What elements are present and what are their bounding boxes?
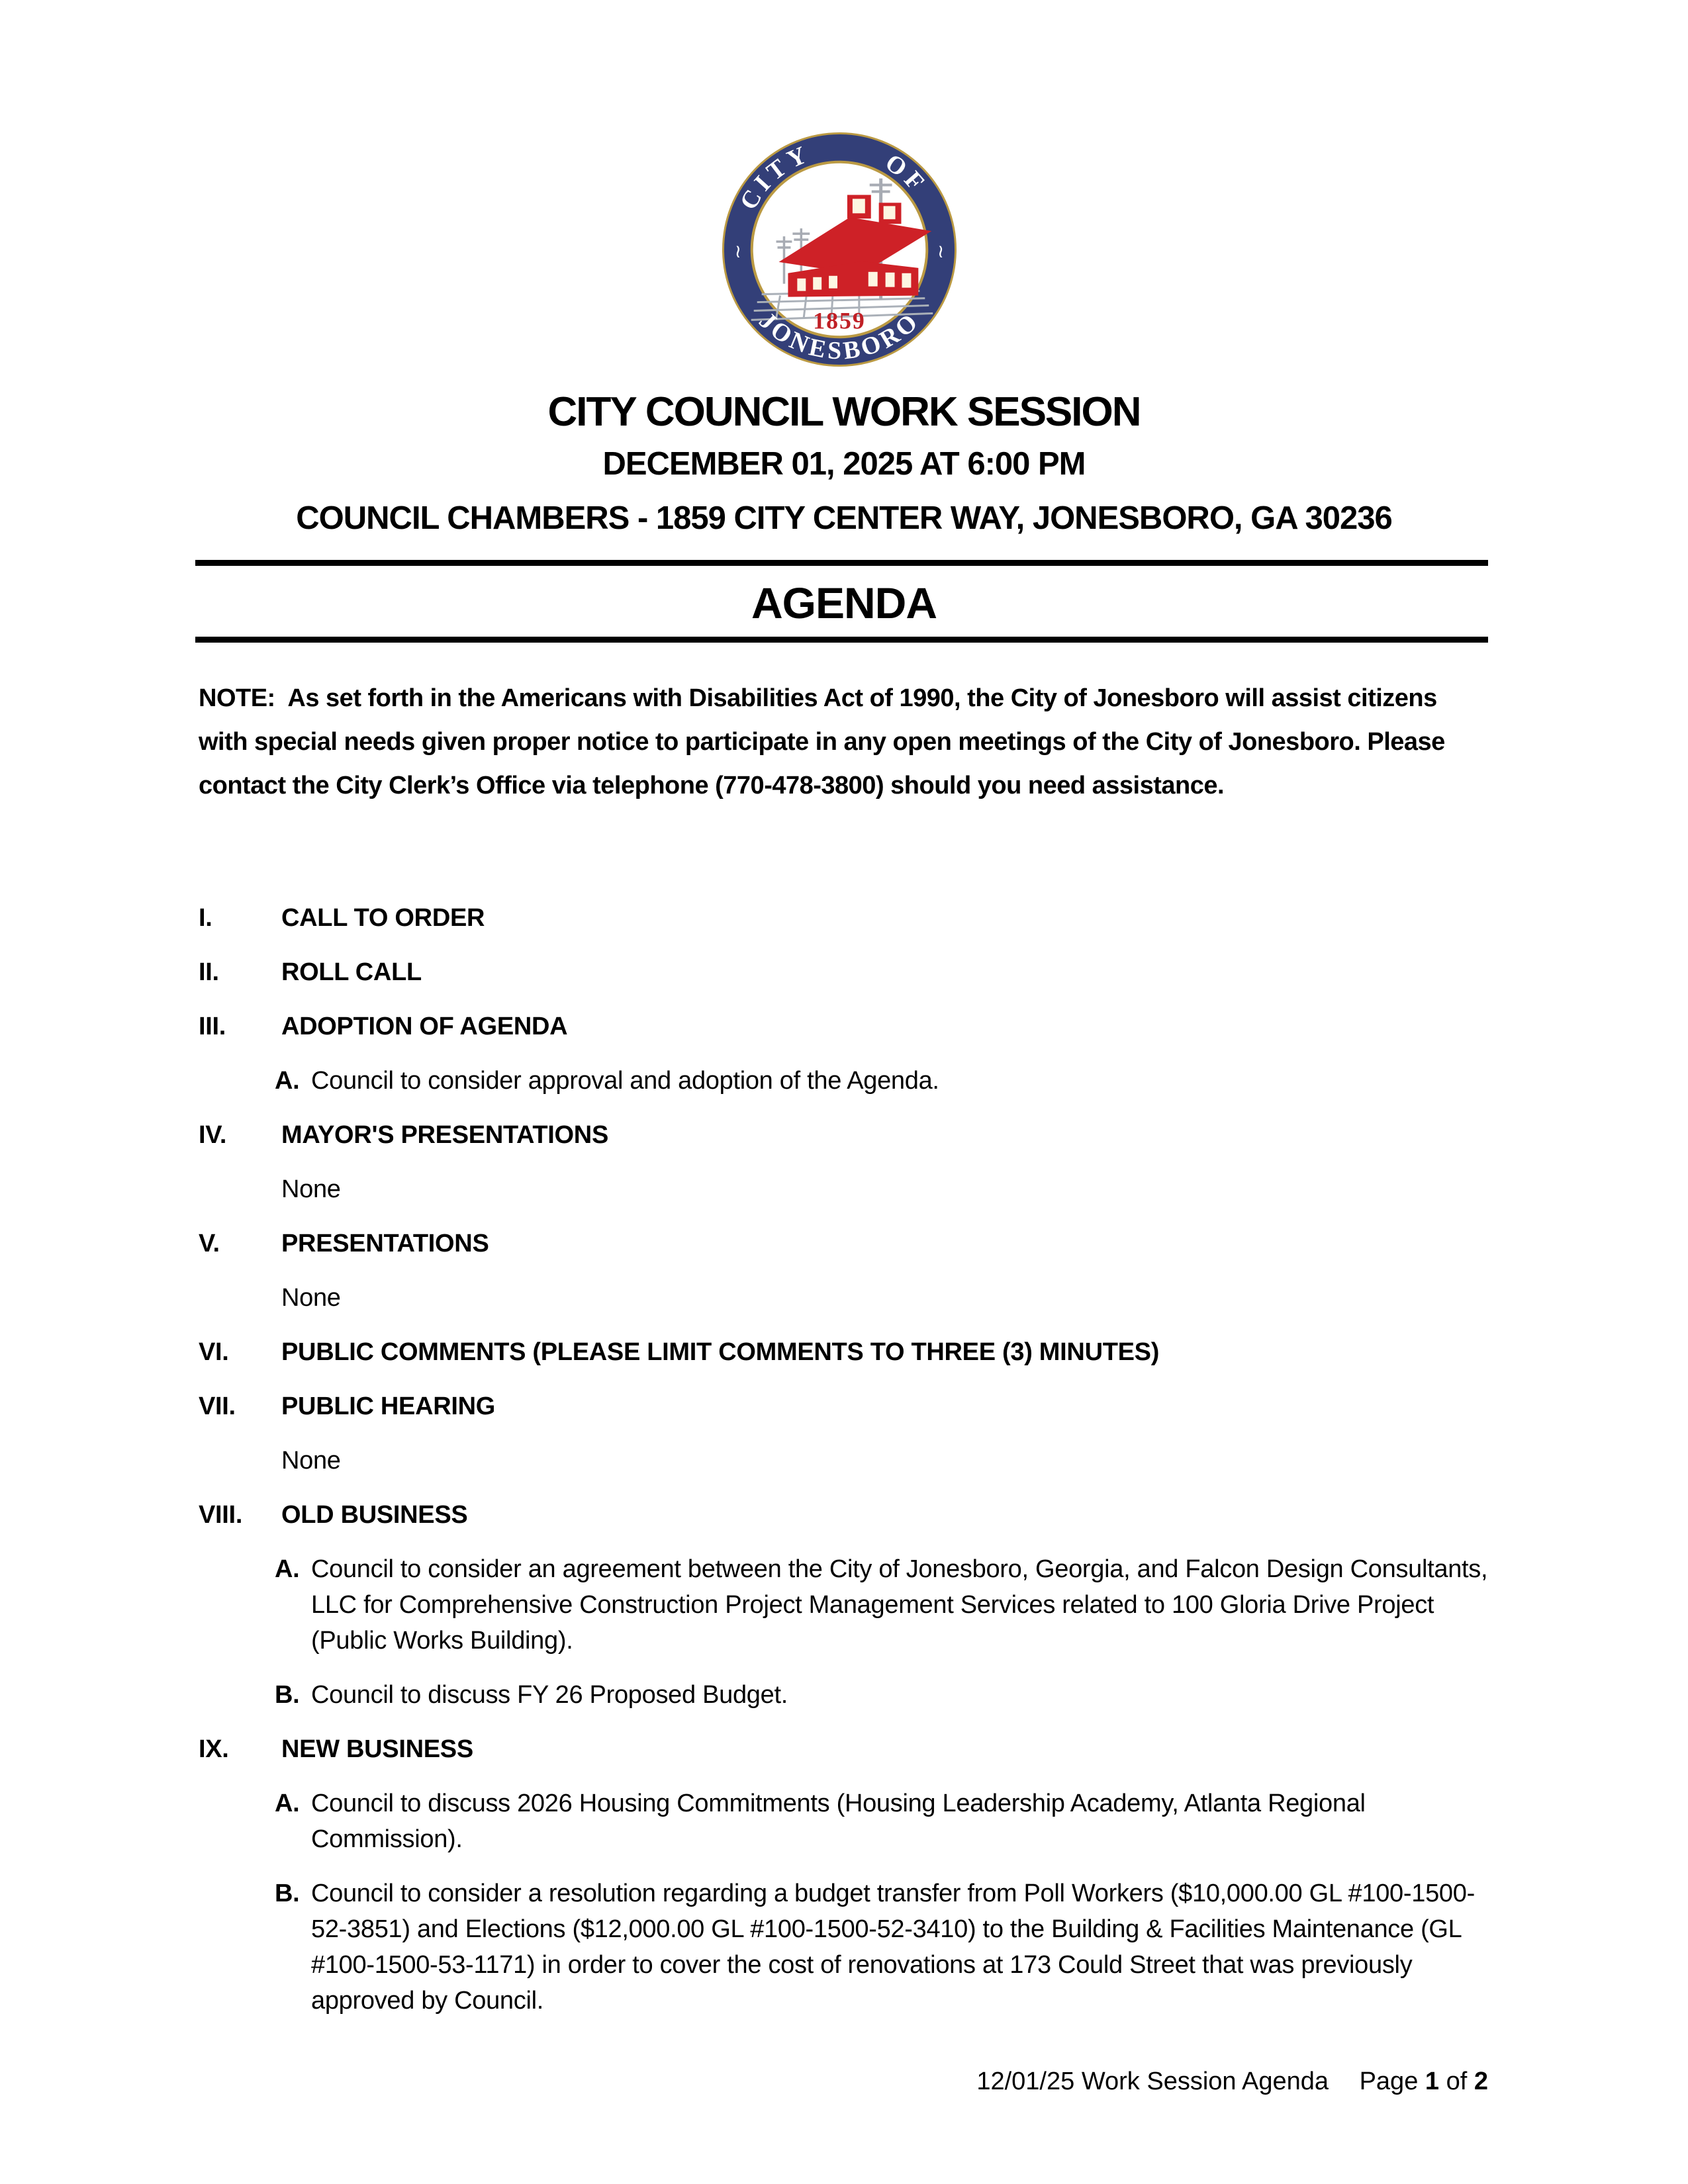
seal-arc-text-jonesboro: JONESBORO xyxy=(753,306,925,365)
footer-total-pages: 2 xyxy=(1474,2068,1488,2095)
subitem-text: Council to discuss FY 26 Proposed Budget. xyxy=(311,1681,788,1709)
item-numeral: IV. xyxy=(199,1121,227,1149)
agenda-item xyxy=(199,900,1488,936)
subitem-text: Council to consider a resolution regarding a budget transfer from Poll Workers ($10,000.00 GL #100-1500-52-3851) and Elections ($12,000.00 GL #100-1500-52-3410) to the Building & Facilities Maintenance (GL #100-1500-53-1171) in order to cover the cost of renovations at 173 Could Street that was previously approved by Council. xyxy=(311,1880,1475,2015)
item-title: OLD BUSINESS xyxy=(281,1501,468,1529)
document-header xyxy=(0,388,1688,545)
agenda-subitem xyxy=(275,1677,1488,1713)
item-title: ADOPTION OF AGENDA xyxy=(281,1013,568,1040)
agenda-item xyxy=(199,1731,1488,2019)
agenda-item xyxy=(199,1334,1488,1370)
subitem-letter: A. xyxy=(275,1067,300,1095)
page-footer xyxy=(976,2064,1488,2099)
item-title: CALL TO ORDER xyxy=(281,904,485,932)
horizontal-rule-top xyxy=(195,560,1488,566)
footer-page-indicator xyxy=(1360,2068,1488,2095)
footer-page-number: 1 xyxy=(1425,2068,1440,2095)
item-numeral: IX. xyxy=(199,1735,229,1763)
agenda-subitem xyxy=(275,1786,1488,1857)
agenda-subitem xyxy=(275,1551,1488,1659)
agenda-list xyxy=(199,900,1488,2037)
agenda-item xyxy=(199,1388,1488,1479)
item-title: ROLL CALL xyxy=(281,958,422,986)
item-numeral: VI. xyxy=(199,1338,229,1366)
city-seal xyxy=(721,131,958,368)
subitem-text: Council to discuss 2026 Housing Commitments (Housing Leadership Academy, Atlanta Regional Commission). xyxy=(311,1790,1366,1853)
item-numeral: VIII. xyxy=(199,1501,243,1529)
subitem-text: Council to consider approval and adoption of the Agenda. xyxy=(311,1067,939,1095)
item-numeral: V. xyxy=(199,1230,220,1257)
subitem-letter: B. xyxy=(275,1880,300,1907)
item-title: PUBLIC COMMENTS (PLEASE LIMIT COMMENTS TO THREE (3) MINUTES) xyxy=(281,1338,1160,1366)
agenda-none-placeholder: None xyxy=(281,1175,341,1203)
agenda-item xyxy=(199,1009,1488,1099)
meeting-location: COUNCIL CHAMBERS - 1859 CITY CENTER WAY, JONESBORO, GA 30236 xyxy=(296,500,1392,536)
agenda-heading: AGENDA xyxy=(751,578,937,627)
seal-side-mark-right: ≀ xyxy=(937,240,945,262)
item-title: PRESENTATIONS xyxy=(281,1230,489,1257)
subitem-text: Council to consider an agreement between the City of Jonesboro, Georgia, and Falcon Design Consultants, LLC for Comprehensive Construction Project Management Services related to 100 Gloria Drive Project (Public Works Building). xyxy=(311,1555,1488,1655)
subitem-letter: A. xyxy=(275,1555,300,1583)
seal-side-mark-left: ≀ xyxy=(734,240,742,262)
item-numeral: VII. xyxy=(199,1392,236,1420)
footer-page-word: Page xyxy=(1359,2068,1419,2095)
agenda-subitem xyxy=(275,1876,1488,2019)
agenda-none-placeholder: None xyxy=(281,1284,341,1312)
seal-year: 1859 xyxy=(813,307,866,334)
seal-arc-text-city: CITY xyxy=(734,139,815,215)
item-numeral: III. xyxy=(199,1013,226,1040)
item-numeral: I. xyxy=(199,904,212,932)
ada-note: NOTE: As set forth in the Americans with Disabilities Act of 1990, the City of Jonesboro will assist citizens with special needs given proper notice to participate in any open meetings of the City of Jonesboro. Please contact the City Clerk’s Office via telephone (770-478-3800) should you need assistance. xyxy=(199,684,1445,799)
subitem-letter: A. xyxy=(275,1790,300,1817)
item-title: NEW BUSINESS xyxy=(281,1735,473,1763)
page-title: CITY COUNCIL WORK SESSION xyxy=(547,389,1141,435)
meeting-datetime: DECEMBER 01, 2025 AT 6:00 PM xyxy=(602,446,1086,482)
item-title: MAYOR'S PRESENTATIONS xyxy=(281,1121,608,1149)
item-numeral: II. xyxy=(199,958,219,986)
agenda-item xyxy=(199,1226,1488,1316)
horizontal-rule-bottom xyxy=(195,637,1488,643)
footer-of-word: of xyxy=(1446,2068,1468,2095)
footer-doc-label: 12/01/25 Work Session Agenda xyxy=(976,2068,1329,2095)
item-title: PUBLIC HEARING xyxy=(281,1392,496,1420)
subitem-letter: B. xyxy=(275,1681,300,1709)
agenda-none-placeholder: None xyxy=(281,1447,341,1475)
agenda-item xyxy=(199,1117,1488,1207)
agenda-item xyxy=(199,954,1488,990)
agenda-item xyxy=(199,1497,1488,1713)
agenda-subitem xyxy=(275,1063,1488,1099)
seal-arc-text-of: OF xyxy=(880,148,933,200)
